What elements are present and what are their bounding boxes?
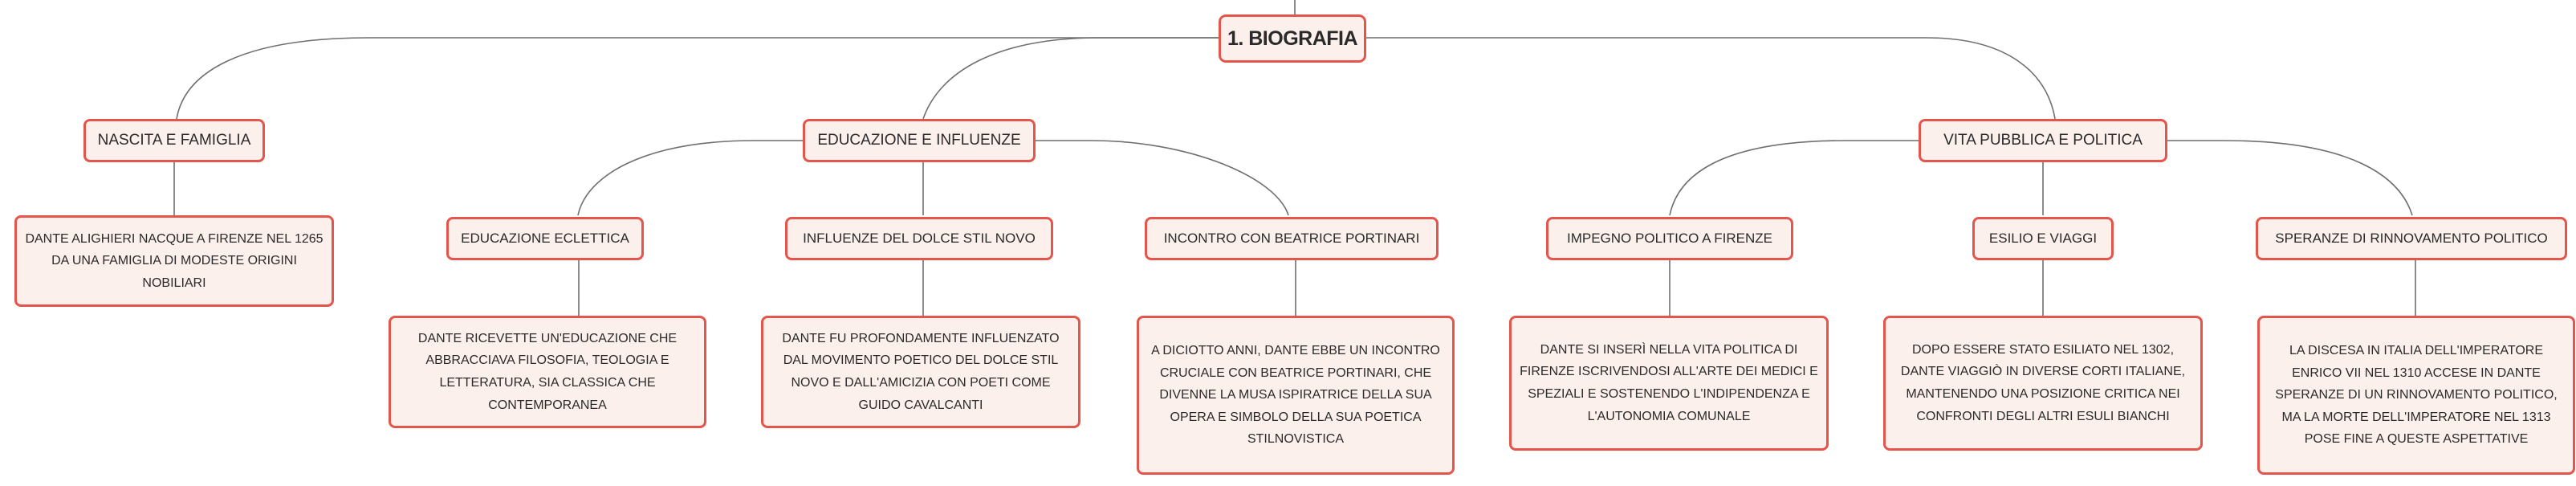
detail-educazione-eclettica[interactable]	[389, 316, 706, 428]
connector-vita-speranze	[2167, 141, 2412, 215]
branch-label: NASCITA E FAMIGLIA	[97, 132, 251, 149]
detail-speranze-rinnovamento[interactable]	[2257, 316, 2575, 475]
root-label: 1. BIOGRAFIA	[1227, 27, 1358, 50]
topic-label: EDUCAZIONE ECLETTICA	[461, 231, 629, 246]
topic-impegno-politico-firenze[interactable]	[1546, 217, 1793, 260]
detail-influenze-stil-novo[interactable]	[761, 316, 1080, 428]
detail-text: DANTE FU PROFONDAMENTE INFLUENZATO DAL MOVIMENTO POETICO DEL DOLCE STIL NOVO E DALL'AMICIZIA CON POETI COME GUIDO CAVALCANTI	[782, 331, 1060, 412]
branch-label: VITA PUBBLICA E POLITICA	[1943, 132, 2143, 149]
detail-text: DANTE RICEVETTE UN'EDUCAZIONE CHE ABBRACCIAVA FILOSOFIA, TEOLOGIA E LETTERATURA, SIA CLASSICA CHE CONTEMPORANEA	[417, 331, 678, 412]
detail-text: LA DISCESA IN ITALIA DELL'IMPERATORE ENRICO VII NEL 1310 ACCESE IN DANTE SPERANZE DI UN RINNOVAMENTO POLITICO, MA LA MORTE DELL'IMPERATORE NEL 1313 POSE FINE A QUESTE ASPETTATIVE	[2275, 344, 2558, 447]
detail-text: DANTE ALIGHIERI NACQUE A FIRENZE NEL 1265 DA UNA FAMIGLIA DI MODESTE ORIGINI NOBILIARI	[25, 231, 324, 290]
connector-educazione-eclettica	[578, 141, 803, 215]
connector-root-vita	[1365, 38, 2055, 119]
topic-label: INCONTRO CON BEATRICE PORTINARI	[1163, 231, 1420, 246]
detail-text: DOPO ESSERE STATO ESILIATO NEL 1302, DANTE VIAGGIÒ IN DIVERSE CORTI ITALIANE, MANTENENDO UNA POSIZIONE CRITICA NEI CONFRONTI DEGLI ALTRI ESULI BIANCHI	[1900, 342, 2186, 423]
topic-influenze-dolce-stil-novo[interactable]	[785, 217, 1053, 260]
detail-text: A DICIOTTO ANNI, DANTE EBBE UN INCONTRO CRUCIALE CON BEATRICE PORTINARI, CHE DIVENNE LA MUSA ISPIRATRICE DELLA SUA OPERA E SIMBOLO DELLA SUA POETICA STILNOVISTICA	[1151, 344, 1440, 447]
connector-root-nascita	[177, 38, 1219, 119]
root-node[interactable]	[1219, 14, 1366, 63]
branch-educazione-e-influenze[interactable]	[803, 119, 1036, 162]
topic-incontro-beatrice-portinari[interactable]	[1145, 217, 1439, 260]
connector-root-educazione	[923, 38, 1219, 119]
detail-text: DANTE SI INSERÌ NELLA VITA POLITICA DI FIRENZE ISCRIVENDOSI ALL'ARTE DEI MEDICI E SPEZIALI E SOSTENENDO L'INDIPENDENZA E L'AUTONOMIA COMUNALE	[1520, 342, 1818, 423]
branch-vita-pubblica-e-politica[interactable]	[1919, 119, 2167, 162]
detail-esilio-viaggi[interactable]	[1883, 316, 2203, 451]
detail-incontro-beatrice[interactable]	[1137, 316, 1455, 475]
topic-educazione-eclettica[interactable]	[446, 217, 644, 260]
detail-nascita[interactable]	[14, 215, 334, 307]
detail-impegno-politico[interactable]	[1509, 316, 1829, 451]
connector-vita-firenze	[1670, 141, 1919, 215]
topic-label: IMPEGNO POLITICO A FIRENZE	[1567, 231, 1772, 246]
branch-nascita-e-famiglia[interactable]	[83, 119, 265, 162]
topic-esilio-e-viaggi[interactable]	[1972, 217, 2114, 260]
topic-label: ESILIO E VIAGGI	[1988, 231, 2098, 246]
topic-label: INFLUENZE DEL DOLCE STIL NOVO	[803, 231, 1036, 246]
topic-label: SPERANZE DI RINNOVAMENTO POLITICO	[2275, 231, 2548, 246]
branch-label: EDUCAZIONE E INFLUENZE	[817, 132, 1021, 149]
connector-educazione-beatrice	[1036, 141, 1288, 215]
topic-speranze-rinnovamento-politico[interactable]	[2256, 217, 2567, 260]
